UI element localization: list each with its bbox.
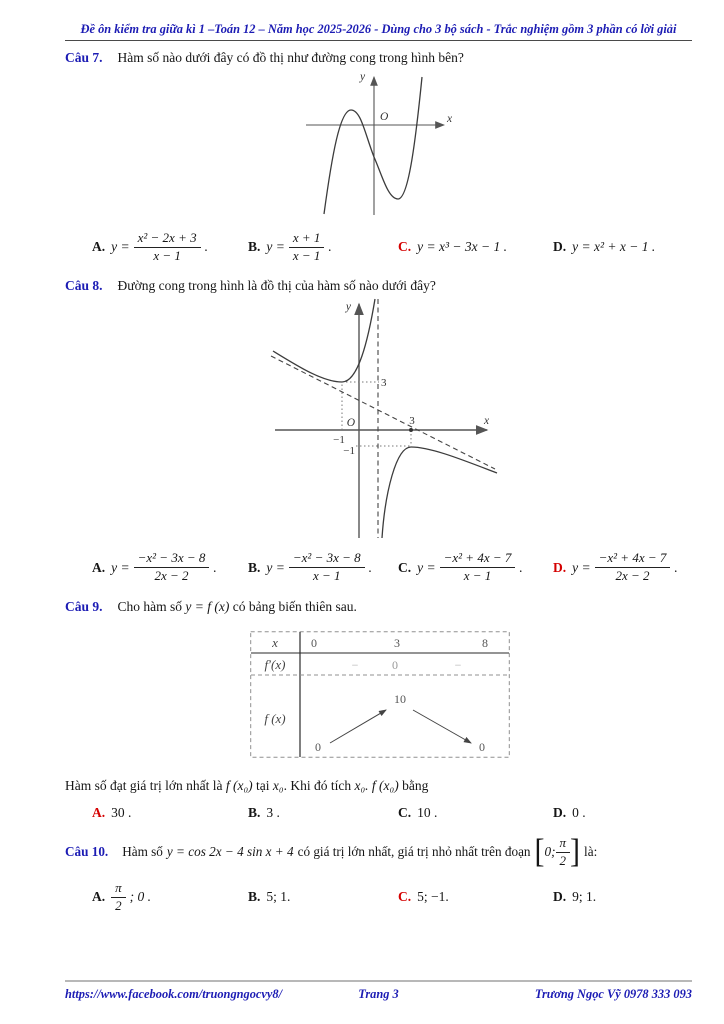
x-axis-label: x xyxy=(446,113,452,126)
q8-option-b xyxy=(248,551,398,583)
header-rule xyxy=(65,40,692,41)
f-value-start: 0 xyxy=(315,739,321,754)
f-value-peak: 10 xyxy=(394,691,406,706)
followup-text: Hàm số đạt giá trị lớn nhất là xyxy=(65,777,223,793)
fprime-zero: 0 xyxy=(392,657,398,672)
q7-option-b xyxy=(248,231,398,263)
q8-option-d xyxy=(553,551,692,583)
row-fprime-header: f′(x) xyxy=(264,656,286,672)
q7-graph-svg xyxy=(294,68,464,218)
option-value: 3 . xyxy=(266,805,280,820)
option-value: 5; −1. xyxy=(417,889,449,905)
q7-graph xyxy=(65,68,692,218)
option-letter: D. xyxy=(553,889,567,905)
q9-label: Câu 9. xyxy=(65,598,103,614)
footer-facebook-link[interactable]: https://www.facebook.com/truongngocvy8/ xyxy=(65,987,283,1001)
y-axis-label: y xyxy=(359,71,365,84)
page-footer xyxy=(65,980,692,1002)
x-value-8: 8 xyxy=(482,635,488,650)
q7-label: Câu 7. xyxy=(65,50,103,65)
y-axis-label: y xyxy=(345,300,351,313)
option-letter: B. xyxy=(248,805,261,820)
row-f-header: f (x) xyxy=(264,710,286,726)
question-8 xyxy=(65,276,692,296)
option-letter: C. xyxy=(398,239,412,255)
q10-text-2: có giá trị lớn nhất, giá trị nhỏ nhất trên đoạn xyxy=(297,844,531,860)
curve-right-branch xyxy=(382,447,497,538)
option-letter: A. xyxy=(92,805,106,820)
q7-text: Hàm số nào dưới đây có đồ thị như đường cong trong hình bên? xyxy=(117,50,464,65)
variation-table-svg xyxy=(250,631,510,758)
q10-option-b xyxy=(248,889,398,905)
option-letter: B. xyxy=(248,889,261,905)
table-border xyxy=(251,631,510,757)
option-formula: y = $\frac{\text{−x² − 3x − 8}}{x - 1}$ . xyxy=(266,550,373,583)
y-tick-minus1: −1 xyxy=(342,444,355,457)
row-x-header: x xyxy=(272,634,278,650)
option-letter: A. xyxy=(92,889,106,905)
option-letter: A. xyxy=(92,239,106,255)
y-tick-3: 3 xyxy=(380,376,386,389)
left-bracket: [ xyxy=(534,833,545,870)
q10-text-3: là: xyxy=(584,844,598,860)
q8-option-c xyxy=(398,551,553,583)
q10-option-c xyxy=(398,889,553,905)
q9-formula: y = f (x) xyxy=(185,598,230,614)
x-axis-label: x xyxy=(483,414,489,427)
q8-text: Đường cong trong hình là đồ thị của hàm số nào dưới đây? xyxy=(117,278,436,294)
option-letter: D. xyxy=(553,559,567,575)
q10-text-1: Hàm số xyxy=(122,844,163,860)
q10-label: Câu 10. xyxy=(65,844,109,860)
q9-option-a xyxy=(92,805,248,821)
question-9 xyxy=(65,597,692,617)
option-letter: C. xyxy=(398,889,412,905)
cubic-curve xyxy=(324,77,422,214)
exam-header-title: Đề ôn kiểm tra giữa kì 1 –Toán 12 – Năm học 2025-2026 - Dùng cho 3 bộ sách - Trắc nghiệm gồm 3 phần có lời giải xyxy=(80,22,677,36)
option-formula: y = $\frac{x + 1}{x - 1}$ . xyxy=(266,230,332,263)
option-letter: B. xyxy=(248,559,261,575)
option-value: 10 . xyxy=(417,805,438,820)
followup-text: bằng xyxy=(402,777,429,793)
q8-graph-svg xyxy=(259,297,499,539)
followup-text: tại xyxy=(256,777,270,793)
footer-author-phone: Trương Ngọc Vỹ 0978 333 093 xyxy=(534,987,692,1001)
arrow-increasing xyxy=(330,710,386,743)
option-value: 30 . xyxy=(111,805,132,820)
q10-option-d xyxy=(553,889,692,905)
option-formula: y = $\frac{\text{−x² + 4x − 7}}{x - 1}$ . xyxy=(417,550,523,583)
q9-option-c xyxy=(398,805,553,821)
option-letter: A. xyxy=(92,559,106,575)
followup-math: x₀. f (x₀) xyxy=(354,777,399,793)
option-letter: B. xyxy=(248,239,261,255)
f-value-end: 0 xyxy=(479,739,485,754)
q9-followup xyxy=(65,776,692,796)
option-formula: $\frac{\pi}{2}$ ; 0 . xyxy=(111,881,151,913)
option-value: 5; 1. xyxy=(266,889,291,905)
q9-text-post: có bảng biến thiên sau. xyxy=(232,598,357,614)
q8-label: Câu 8. xyxy=(65,278,103,294)
fprime-sign-right: − xyxy=(454,657,462,672)
option-formula: y = $\frac{\text{−x² + 4x − 7}}{2x - 2}$ . xyxy=(572,550,678,583)
q9-variation-table xyxy=(250,631,692,762)
q10-options xyxy=(65,870,692,924)
option-letter: D. xyxy=(553,239,567,255)
q10-interval xyxy=(534,833,581,870)
interval-left-value: 0; xyxy=(544,844,556,860)
q9-option-b xyxy=(248,805,398,821)
option-formula: y = $\frac{\text{−x² − 3x − 8}}{2x - 2}$ . xyxy=(111,550,217,583)
q10-formula: y = cos 2x − 4 sin x + 4 xyxy=(166,844,294,860)
q10-option-a xyxy=(92,881,248,913)
q9-option-d xyxy=(553,805,692,821)
question-10 xyxy=(65,833,692,870)
point-x3-dot xyxy=(409,428,413,432)
option-value: 0 . xyxy=(572,805,586,820)
option-value: 9; 1. xyxy=(572,889,597,905)
q9-options xyxy=(65,800,692,826)
q9-text-pre: Cho hàm số xyxy=(117,598,183,614)
followup-text: . Khi đó tích xyxy=(283,777,352,793)
option-letter: D. xyxy=(553,805,567,820)
origin-label: O xyxy=(379,111,388,124)
option-formula: y = x³ − 3x − 1 . xyxy=(417,239,507,255)
origin-label: O xyxy=(346,416,355,429)
q7-options xyxy=(65,220,692,274)
q8-options xyxy=(65,541,692,595)
q7-option-d xyxy=(553,239,692,255)
x-tick-3: 3 xyxy=(408,414,415,427)
followup-math: x₀ xyxy=(272,777,284,793)
x-tick-minus1: −1 xyxy=(332,433,345,446)
curve-left-branch xyxy=(273,299,375,382)
option-letter: C. xyxy=(398,805,412,820)
option-formula: y = x² + x − 1 . xyxy=(572,239,656,255)
x-value-3: 3 xyxy=(394,635,400,650)
option-letter: C. xyxy=(398,559,412,575)
arrow-decreasing xyxy=(413,710,471,743)
question-7 xyxy=(65,48,692,68)
fprime-sign-left: − xyxy=(351,657,359,672)
right-bracket: ] xyxy=(570,833,581,870)
q8-option-a xyxy=(92,551,248,583)
slant-asymptote xyxy=(271,356,495,469)
followup-math: f (x₀) xyxy=(225,777,253,793)
x-value-0: 0 xyxy=(311,635,317,650)
interval-fraction: $\frac{\pi}{2}$ xyxy=(556,836,571,868)
option-formula: y = $\frac{\text{x² − 2x + 3}}{x - 1}$ . xyxy=(111,230,208,263)
q7-option-c xyxy=(398,239,553,255)
q7-option-a xyxy=(92,231,248,263)
q8-graph xyxy=(65,297,692,539)
footer-page-number: Trang 3 xyxy=(358,987,399,1001)
